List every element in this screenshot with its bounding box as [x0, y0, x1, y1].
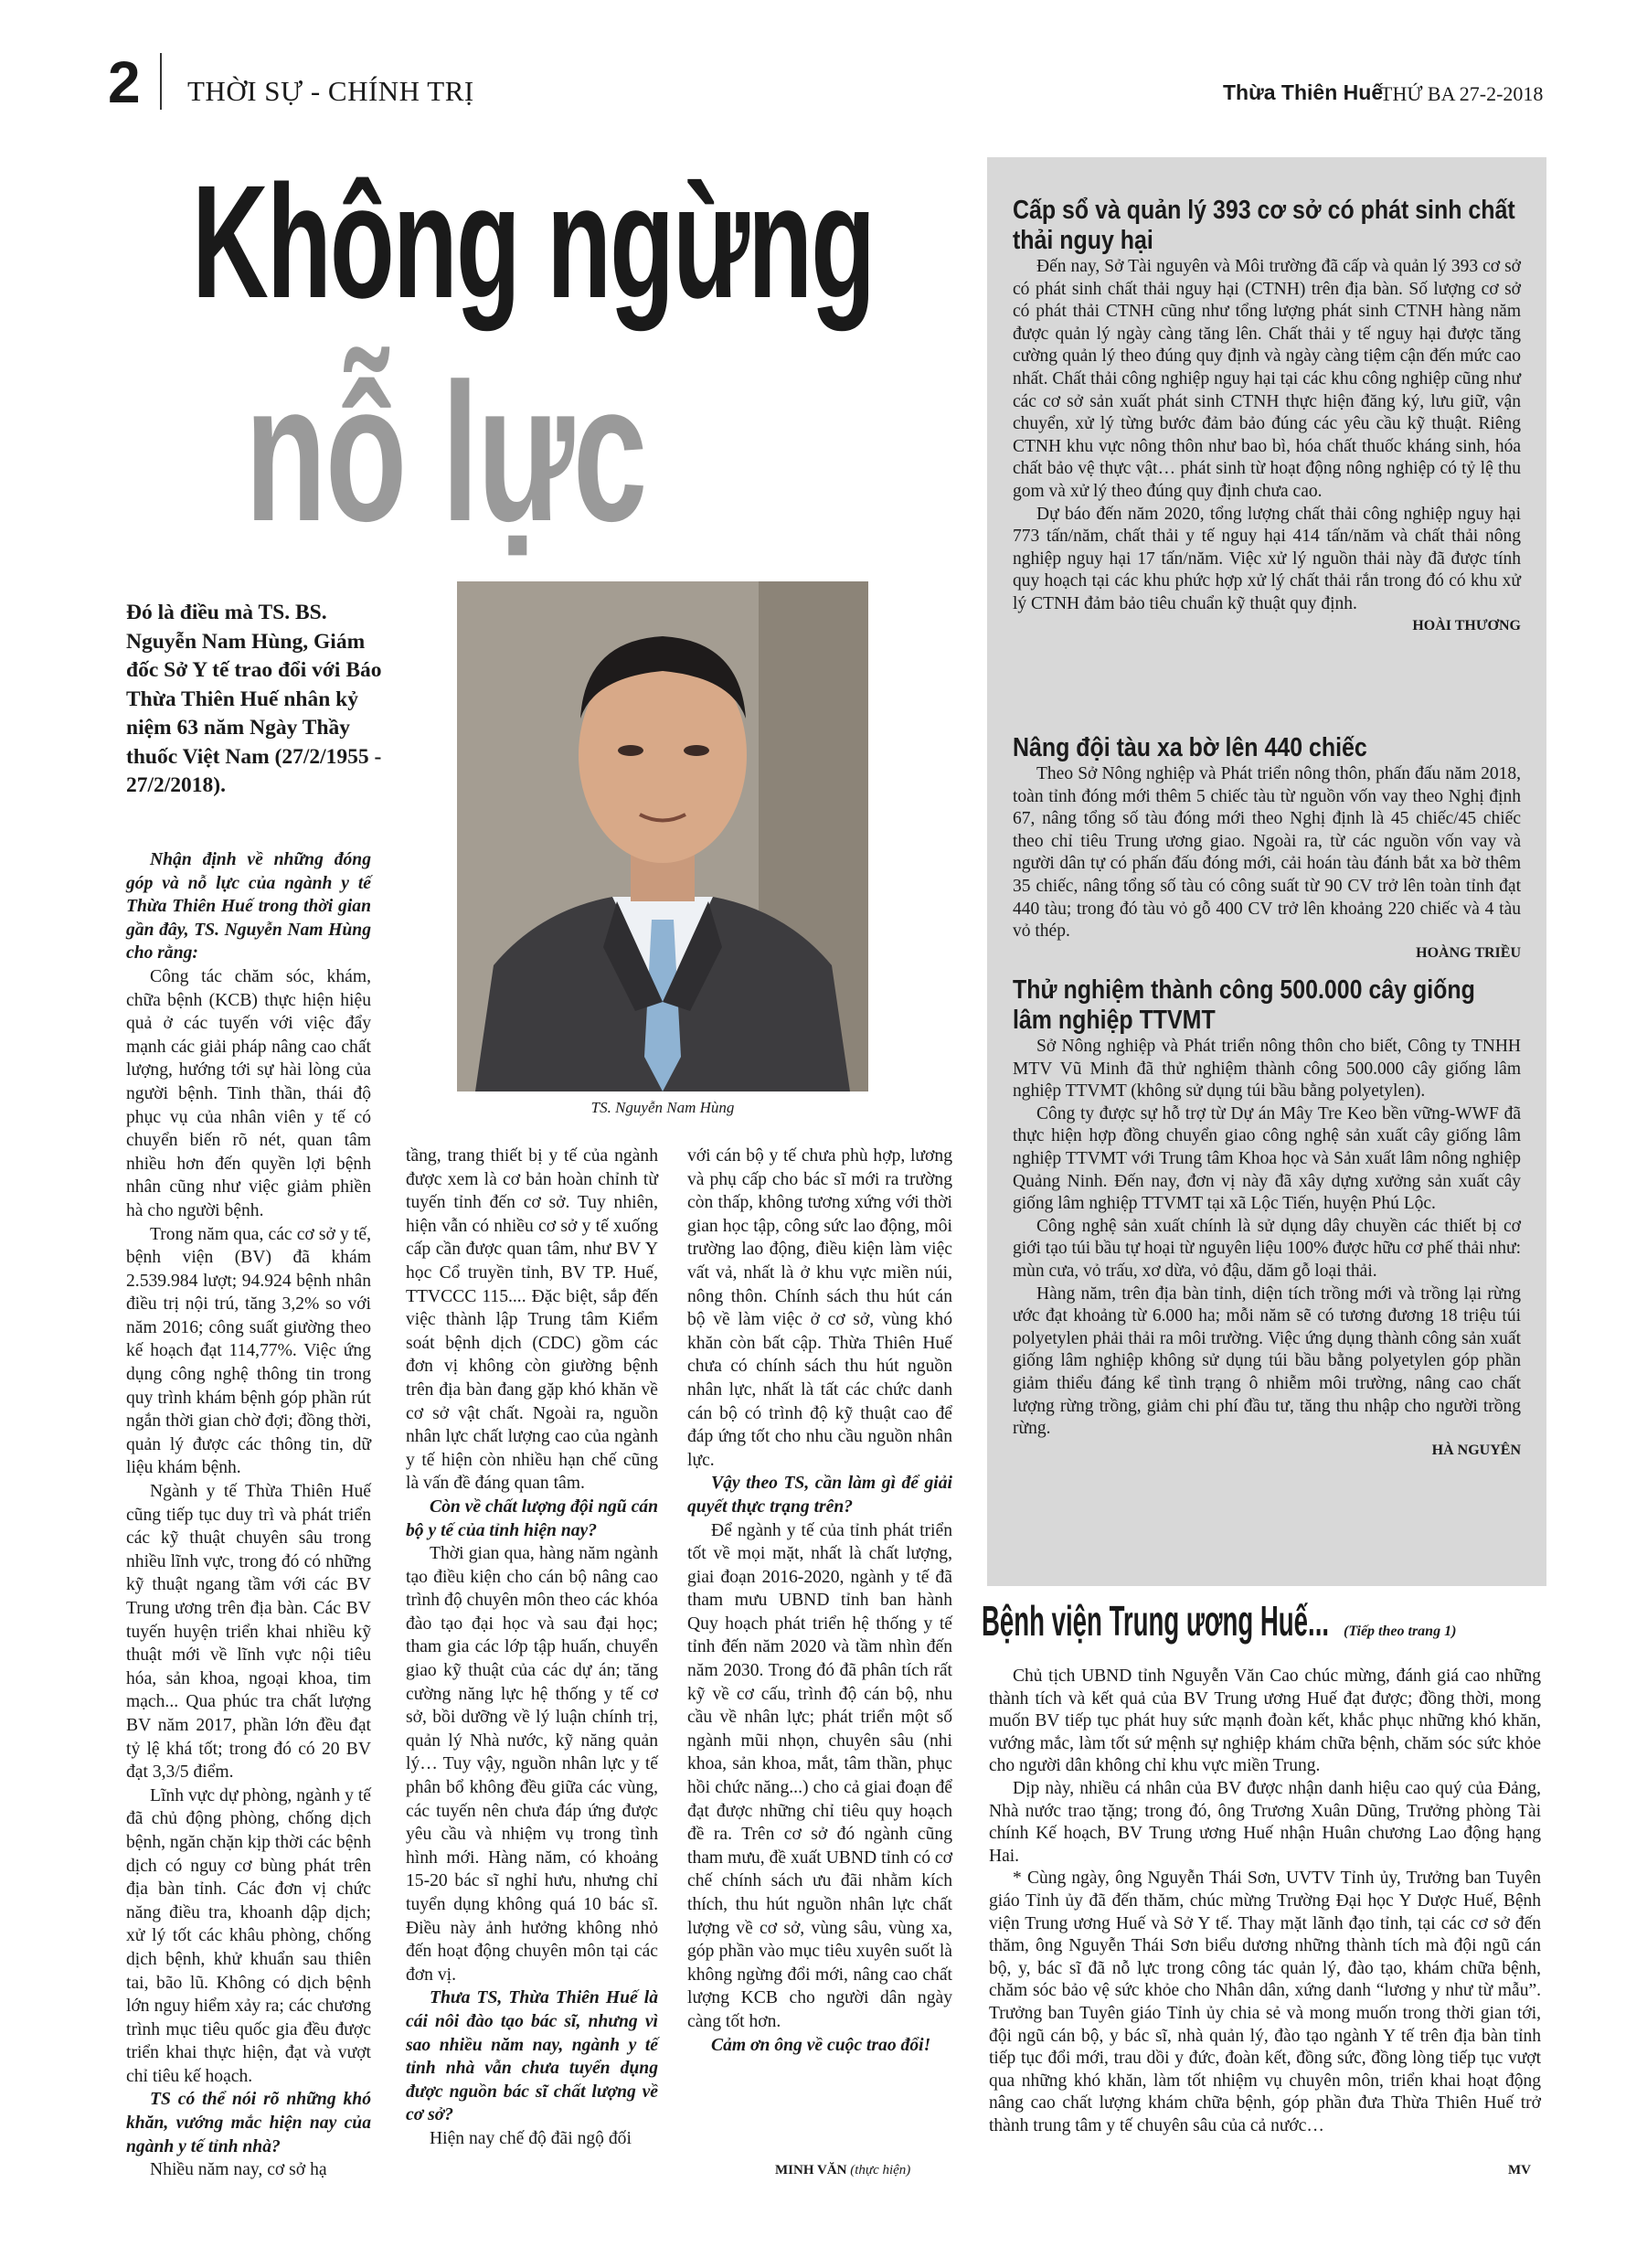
interview-question: Cảm ơn ông về cuộc trao đổi! — [711, 2035, 931, 2055]
sidebar-author: HOÀI THƯƠNG — [1412, 617, 1521, 634]
interview-question: Nhận định về những đóng góp và nỗ lực của ngành y tế Thừa Thiên Huế trong thời gian gần đây, TS. Nguyễn Nam Hùng cho rằng: — [126, 850, 371, 964]
continued-article-author: MV — [1508, 2163, 1531, 2177]
sidebar-article-waste — [1013, 196, 1521, 634]
newspaper-name: Thừa Thiên Huế — [1223, 80, 1384, 104]
continued-from-note: (Tiếp theo trang 1) — [1344, 1624, 1457, 1639]
paragraph: Ngành y tế Thừa Thiên Huế cũng tiếp tục duy trì và phát triển các kỹ thuật chuyên sâu trong nhiều lĩnh vực, trong đó có những kỹ thuật ngang tầm với các BV Trung ương trên địa bàn. Các BV tuyến huyện triển khai nhiều kỹ thuật mới về lĩnh vực nội tiêu hóa, sản khoa, ngoại khoa, tim mạch... Qua phúc tra chất lượng BV năm 2017, phần lớn đều đạt tỷ lệ khá tốt; trong đó có 20 BV đạt 3,3/5 điểm. — [126, 1482, 371, 1783]
paragraph: Công tác chăm sóc, khám, chữa bệnh (KCB) thực hiện hiệu quả ở các tuyến với việc đẩy mạnh các giải pháp nâng cao chất lượng, hướng tới sự hài lòng của người bệnh. Tinh thần, thái độ phục vụ của nhân viên y tế có chuyển biến rõ nét, quan tâm nhiều hơn đến quyền lợi bệnh nhân cũng như việc giảm phiền hà cho người bệnh. — [126, 966, 371, 1220]
paragraph: Theo Sở Nông nghiệp và Phát triển nông thôn, phấn đấu năm 2018, toàn tỉnh đóng mới thêm 5 chiếc tàu từ nguồn vốn vay theo Nghị định 67, nâng tổng số tàu đóng mới theo Nghị định là 45 chiếc/45 chiếc theo chỉ tiêu Trung ương giao. Ngoài ra, từ các nguồn vốn vay và người dân tự có phấn đấu đóng mới, cải hoán tàu đánh bắt xa bờ thêm 35 chiếc, nâng tổng số tàu có công suất từ 90 CV trở lên toàn tỉnh đạt 440 tàu; trong đó tàu vỏ gỗ 400 CV trở lên khoảng 220 chiếc và 4 tàu vỏ thép. — [1013, 764, 1521, 942]
headline-line-2: nỗ lực — [245, 342, 646, 562]
interview-question: Thưa TS, Thừa Thiên Huế là cái nôi đào tạo bác sĩ, nhưng vì sao nhiều năm nay, ngành y tế tỉnh nhà vẫn chưa tuyển dụng được nguồn bác sĩ chất lượng về cơ sở? — [406, 1988, 658, 2125]
issue-date: THỨ BA 27-2-2018 — [1380, 82, 1544, 105]
news-sidebar — [987, 157, 1546, 1586]
paragraph: Dự báo đến năm 2020, tổng lượng chất thải công nghiệp nguy hại 773 tấn/năm, chất thải y tế nguy hại 414 tấn/năm và chất thải nông nghiệp nguy hại 17 tấn/năm. Việc xử lý nguồn thải này đã được tính quy hoạch tại các khu phức hợp xử lý chất thải rắn trong đó có khu xử lý CTNH đảm bảo tiêu chuẩn kỹ thuật quy định. — [1013, 504, 1521, 613]
continued-article-body — [989, 1666, 1541, 2137]
paragraph: Nhiều năm nay, cơ sở hạ — [150, 2160, 327, 2180]
paragraph: * Cùng ngày, ông Nguyễn Thái Sơn, UVTV Tỉnh ủy, Trưởng ban Tuyên giáo Tỉnh ủy đã đến thăm, chúc mừng Trường Đại học Y Dược Huế, Bệnh viện Trung ương Huế và Sở Y tế. Thay mặt lãnh đạo tỉnh, tại các cơ sở đến thăm, ông Nguyễn Thái Sơn biểu dương những thành tích mà đội ngũ cán bộ, y, bác sĩ đã nỗ lực trong công tác quản lý, đào tạo, khám chữa bệnh, chăm sóc bảo vệ sức khỏe cho Nhân dân, xứng danh “lương y như từ mẫu”. Trưởng ban Tuyên giáo Tỉnh ủy chia sẻ và mong muốn trong thời gian tới, đội ngũ cán bộ, y bác sĩ, nhà quản lý, đào tạo ngành Y tế trên địa bàn tỉnh tiếp tục đổi mới, trau dồi y đức, đoàn kết, đồng sức, đồng lòng tiếp tục vượt qua những khó khăn, làm tốt nhiệm vụ chuyên môn, triển khai hoạt động nâng cao chất lượng khám chữa bệnh, góp phần đưa Thừa Thiên Huế trở thành trung tâm y tế chuyên sâu của cả nước… — [989, 1869, 1541, 2135]
paragraph: với cán bộ y tế chưa phù hợp, lương và phụ cấp cho bác sĩ mới ra trường còn thấp, không tương xứng với thời gian học tập, công sức lao động, môi trường lao động, điều kiện làm việc vất vả, nhất là ở khu vực miền núi, nông thôn. Chính sách thu hút cán bộ về làm việc ở cơ sở, vùng khó khăn còn bất cập. Thừa Thiên Huế chưa có chính sách thu hút nguồn nhân lực, nhất là tất các chức danh cán bộ có trình độ kỹ thuật cao để đáp ứng tốt cho nhu cầu nguồn nhân lực. — [687, 1146, 952, 1470]
sidebar-author: HOÀNG TRIỀU — [1416, 944, 1521, 961]
paragraph: Để ngành y tế của tỉnh phát triển tốt về mọi mặt, nhất là chất lượng, giai đoạn 2016-2020, ngành y tế đã tham mưu UBND tỉnh ban hành Quy hoạch phát triển hệ thống y tế tỉnh đến năm 2020 và tầm nhìn đến năm 2030. Trong đó đã phân tích rất kỹ về cơ cấu, trình độ cán bộ, nhu cầu về nhân lực; phát triển một số ngành mũi nhọn, chuyên sâu (nhi khoa, sản khoa, mắt, tâm thần, phục hồi chức năng...) cho cả giai đoạn để đạt được những chỉ tiêu quy hoạch đề ra. Trên cơ sở đó ngành cũng tham mưu, đề xuất UBND tỉnh có cơ chế chính sách ưu đãi nhằm kích thích, thu hút nguồn nhân lực chất lượng về cơ sở, vùng sâu, vùng xa, góp phần vào mục tiêu xuyên suốt là không ngừng đổi mới, nâng cao chất lượng KCB cho người dân ngày càng tốt hơn. — [687, 1520, 952, 2031]
portrait-illustration — [457, 581, 868, 1091]
paragraph: tầng, trang thiết bị y tế của ngành được xem là cơ bản hoàn chỉnh từ tuyến tỉnh đến cơ sở. Tuy nhiên, hiện vẫn có nhiều cơ sở y tế xuống cấp cần được quan tâm, như BV Y học Cổ truyền tỉnh, BV TP. Huế, TTVCCC 115.... Đặc biệt, sắp đến việc thành lập Trung tâm Kiểm soát bệnh dịch (CDC) gồm các đơn vị không còn giường bệnh trên địa bàn đang gặp khó khăn về cơ sở vật chất. Ngoài ra, nguồn nhân lực chất lượng cao của ngành y tế hiện còn nhiều hạn chế cũng là vấn đề đáng quan tâm. — [406, 1146, 658, 1494]
paragraph: Sở Nông nghiệp và Phát triển nông thôn cho biết, Công ty TNHH MTV Vũ Minh đã thử nghiệm thành công 500.000 cây giống lâm nghiệp TTVMT (không sử dụng túi bầu bằng polyetylen). — [1013, 1037, 1521, 1102]
portrait-photo — [457, 581, 868, 1091]
sidebar-article-title: Thử nghiệm thành công 500.000 cây giống lâm nghiệp TTVMT — [1013, 975, 1475, 1035]
article-intro: Đó là điều mà TS. BS. Nguyễn Nam Hùng, Giám đốc Sở Y tế trao đổi với Báo Thừa Thiên Huế nhân kỷ niệm 63 năm Ngày Thầy thuốc Việt Nam (27/2/1955 - 27/2/2018). — [126, 601, 382, 797]
paragraph: Dịp này, nhiều cá nhân của BV được nhận danh hiệu cao quý của Đảng, Nhà nước trao tặng; trong đó, ông Trương Xuân Dũng, Trưởng phòng Tài chính Kế hoạch, BV Trung ương Huế nhận Huân chương Lao động hạng Hai. — [989, 1778, 1541, 1866]
byline-author: MINH VĂN — [775, 2163, 847, 2177]
paragraph: Chủ tịch UBND tỉnh Nguyễn Văn Cao chúc mừng, đánh giá cao những thành tích và kết quả của BV Trung ương Huế đạt được; đồng thời, mong muốn BV tiếp tục phát huy sức mạnh đoàn kết, khắc phục những khó khăn, vướng mắc, làm tốt sứ mệnh sự nghiệp khám chữa bệnh, chăm sóc sức khỏe cho người dân không chỉ khu vực miền Trung. — [989, 1666, 1541, 1776]
paragraph: Công ty được sự hỗ trợ từ Dự án Mây Tre Keo bền vững-WWF đã thực hiện hợp đồng chuyển giao công nghệ sản xuất cây giống lâm nghiệp TTVMT với Trung tâm Khoa học và Sản xuất lâm nông nghiệp Quảng Ninh. Đến nay, đơn vị này đã xây dựng xưởng sản xuất cây giống lâm nghiệp TTVMT tại xã Lộc Tiến, huyện Phú Lộc. — [1013, 1103, 1521, 1214]
continued-article-title: Bệnh viện Trung ương Huế... — [982, 1597, 1330, 1645]
page-number: 2 — [108, 49, 141, 115]
headline-line-1: Không ngừng — [192, 153, 875, 332]
article-column-1 — [126, 848, 371, 2182]
paragraph: Lĩnh vực dự phòng, ngành y tế đã chủ động phòng, chống dịch bệnh, ngăn chặn kịp thời các bệnh dịch có nguy cơ bùng phát trên địa bàn tỉnh. Các đơn vị chức năng điều tra, khoanh dập dịch; xử lý tốt các khâu phòng, chống dịch bệnh, khử khuẩn sau thiên tai, bão lũ. Không có dịch bệnh lớn nguy hiểm xảy ra; các chương trình mục tiêu quốc gia đều được triển khai thực hiện, đạt và vượt chỉ tiêu kế hoạch. — [126, 1785, 371, 2086]
paragraph: Hiện nay chế độ đãi ngộ đối — [430, 2128, 632, 2148]
article-column-2 — [406, 1145, 658, 2151]
paragraph: Công nghệ sản xuất chính là sử dụng dây chuyền các thiết bị cơ giới tạo túi bầu tự hoại từ nguyên liệu 100% được hữu cơ phế thải như: mùn cưa, vỏ trấu, xơ dừa, vỏ đậu, dăm gỗ loại thải. — [1013, 1216, 1521, 1281]
interview-question: Còn về chất lượng đội ngũ cán bộ y tế của tỉnh hiện nay? — [406, 1496, 658, 1540]
photo-caption: TS. Nguyễn Nam Hùng — [590, 1099, 735, 1116]
paragraph: Hàng năm, trên địa bàn tỉnh, diện tích trồng mới và trồng lại rừng ước đạt khoảng từ 6.000 ha; mỗi năm sẽ có tương đương 18 triệu túi polyetylen phải thải ra môi trường. Việc ứng dụng thành công sản xuất giống lâm nghiệp không sử dụng túi bầu bằng polyetylen góp phần giảm thiểu đáng kể tình trạng ô nhiễm môi trường, nâng cao chất lượng rừng trồng, giảm chi phí đầu tư, tăng thu nhập cho người trồng rừng. — [1013, 1283, 1521, 1439]
interview-question: TS có thể nói rõ những khó khăn, vướng mắc hiện nay của ngành y tế tỉnh nhà? — [126, 2090, 371, 2156]
article-byline — [775, 2163, 910, 2178]
sidebar-author: HÀ NGUYÊN — [1431, 1442, 1521, 1458]
header-divider — [160, 53, 162, 110]
interview-question: Vậy theo TS, cần làm gì để giải quyết thực trạng trên? — [687, 1474, 952, 1517]
byline-note: (thực hiện) — [850, 2163, 911, 2177]
paragraph: Thời gian qua, hàng năm ngành tạo điều kiện cho cán bộ nâng cao trình độ chuyên môn theo các khóa đào tạo đại học và sau đại học; tham gia các lớp tập huấn, chuyển giao kỹ thuật của các dự án; tăng cường năng lực hệ thống y tế cơ sở, bồi dưỡng về lý luận chính trị, quản lý Nhà nước, kỹ năng quản lý… Tuy vậy, nguồn nhân lực y tế phân bổ không đều giữa các vùng, các tuyến nên chưa đáp ứng được yêu cầu và nhiệm vụ trong tình hình mới. Hàng năm, có khoảng 15-20 bác sĩ nghỉ hưu, nhưng chỉ tuyển dụng không quá 10 bác sĩ. Điều này ảnh hưởng không nhỏ đến hoạt động chuyên môn tại các đơn vị. — [406, 1544, 658, 1985]
sidebar-article-fleet — [1013, 733, 1521, 962]
article-column-3 — [687, 1145, 952, 2057]
sidebar-article-title: Cấp sổ và quản lý 393 cơ sở có phát sinh chất thải nguy hại — [1013, 196, 1515, 255]
sidebar-article-seedlings — [1013, 975, 1521, 1459]
section-title: THỜI SỰ - CHÍNH TRỊ — [187, 75, 474, 107]
paragraph: Trong năm qua, các cơ sở y tế, bệnh viện (BV) đã khám 2.539.984 lượt; 94.924 bệnh nhân điều trị nội trú, tăng 3,2% so với năm 2016; công suất giường theo kế hoạch đạt 114,77%. Việc ứng dụng công nghệ thông tin trong quy trình khám bệnh góp phần rút ngắn thời gian chờ đợi; đồng thời, quản lý được các thông tin, dữ liệu khám bệnh. — [126, 1224, 371, 1478]
paragraph: Đến nay, Sở Tài nguyên và Môi trường đã cấp và quản lý 393 cơ sở có phát sinh chất thải nguy hại (CTNH) trên địa bàn. Số lượng cơ sở có phát thải CTNH cũng như tổng lượng phát sinh CTNH hàng năm được quản lý ngày càng tăng lên. Chất thải y tế nguy hại được tăng cường quản lý theo đúng quy định và ngày càng tiệm cận đến mức cao nhất. Chất thải công nghiệp nguy hại tại các khu công nghiệp cũng như các cơ sở sản xuất phát sinh CTNH thực hiện đăng ký, lưu giữ, vận chuyển, xử lý từng bước đảm bảo đúng các yêu cầu kỹ thuật. Riêng CTNH khu vực nông thôn như bao bì, hóa chất thuốc kháng sinh, hóa chất bảo vệ thực vật… phát sinh từ hoạt động nông nghiệp có tỷ lệ thu gom và xử lý theo đúng quy định chưa cao. — [1013, 257, 1521, 501]
sidebar-article-title: Nâng đội tàu xa bờ lên 440 chiếc — [1013, 733, 1367, 762]
